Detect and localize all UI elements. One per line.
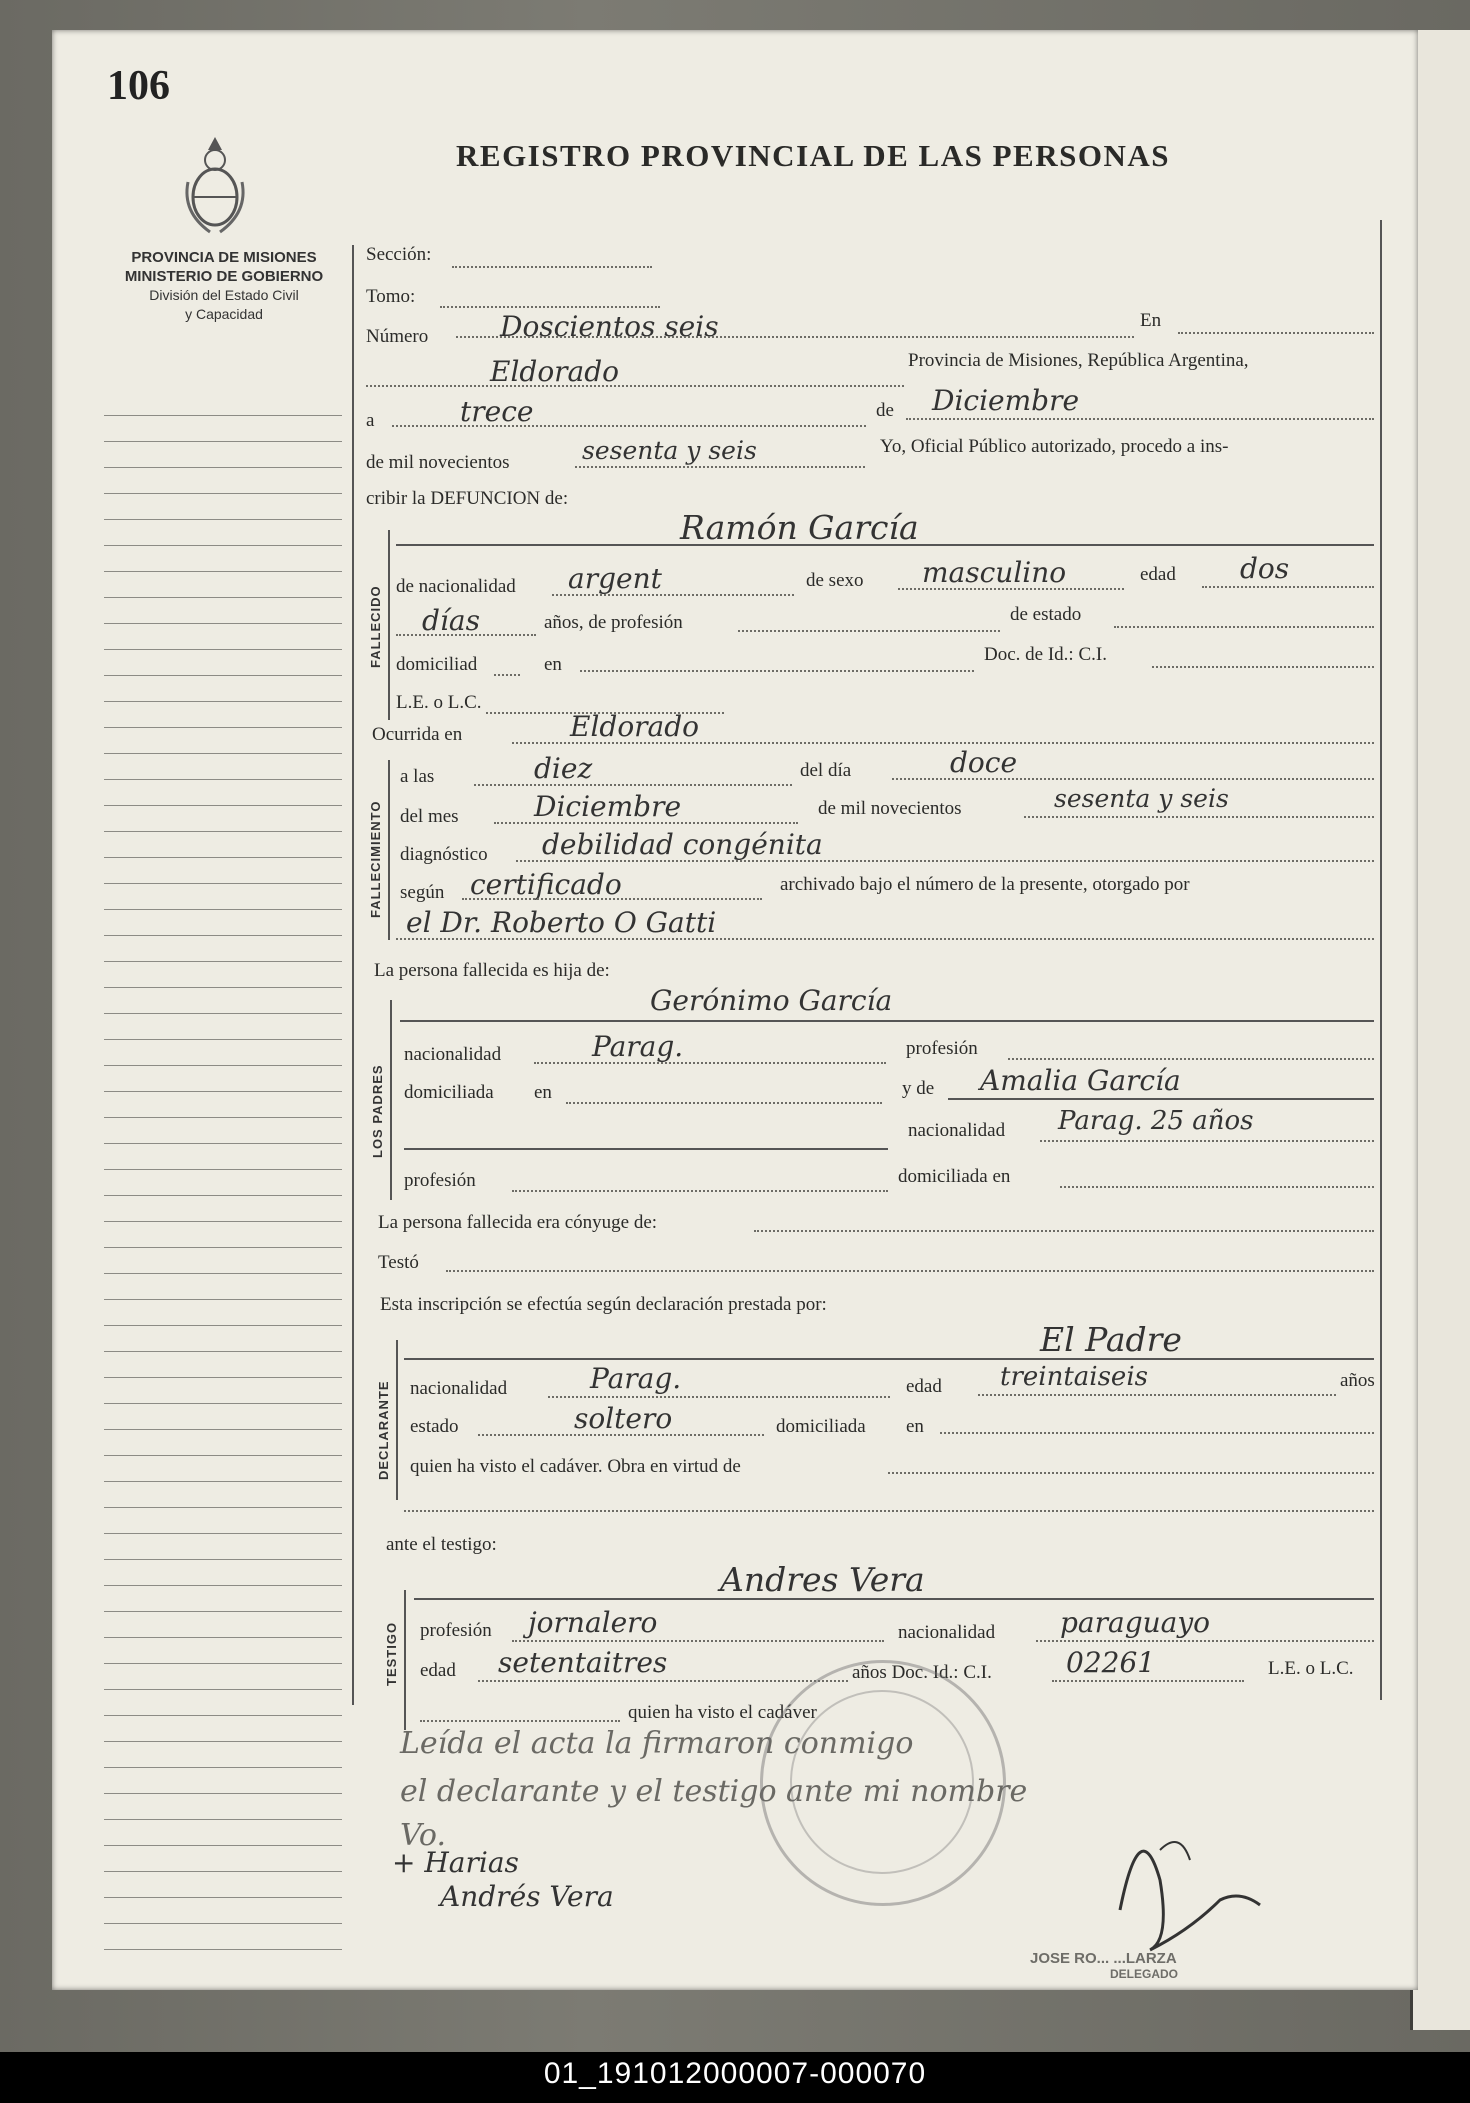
label-p-profesion2: profesión <box>404 1170 476 1191</box>
hw-madre: Amalia García <box>980 1064 1181 1097</box>
hw-d-estado: soltero <box>574 1402 673 1435</box>
hw-hora: diez <box>534 752 593 785</box>
edad-line <box>1202 586 1374 588</box>
main-left-border <box>352 245 354 1705</box>
doc-line <box>1152 666 1374 668</box>
hw-edad-unidad: días <box>422 604 480 637</box>
side-label-fallecido: FALLECIDO <box>368 585 383 668</box>
en-line <box>1178 332 1374 334</box>
label-archivado: archivado bajo el número de la presente, otorgado por <box>780 874 1190 895</box>
label-anos-profesion: años, de profesión <box>544 612 683 633</box>
hw-sexo: masculino <box>922 556 1067 589</box>
label-m-nacionalidad: nacionalidad <box>908 1120 1006 1141</box>
hw-segun: certificado <box>470 868 622 901</box>
madre-line <box>948 1098 1374 1100</box>
hw-t-profesion: jornalero <box>528 1606 658 1639</box>
label-ante: ante el testigo: <box>386 1534 497 1555</box>
d-dom-line <box>940 1432 1374 1434</box>
label-t-profesion: profesión <box>420 1620 492 1641</box>
next-page-edge <box>1410 30 1470 2030</box>
label-ocurrida: Ocurrida en <box>372 724 463 745</box>
label-a: a <box>366 410 375 431</box>
side-label-declarante: DECLARANTE <box>376 1380 391 1480</box>
ano-line <box>575 466 865 468</box>
hw-edad: dos <box>1240 552 1290 585</box>
ano-fall-line <box>1024 816 1374 818</box>
profesion-line <box>738 630 1000 632</box>
cadaver-line <box>888 1472 1374 1474</box>
main-right-border <box>1380 220 1382 1700</box>
label-de-mil: de mil novecientos <box>366 452 510 473</box>
hw-dia: trece <box>460 395 534 428</box>
official-stamp-text <box>1030 1950 1178 1981</box>
nacionalidad-line <box>552 594 794 596</box>
label-testo: Testó <box>378 1252 419 1273</box>
hw-numero: Doscientos seis <box>500 310 719 343</box>
label-conyuge: La persona fallecida era cónyuge de: <box>378 1212 658 1233</box>
testigo-bracket <box>404 1590 406 1730</box>
nombre-line <box>396 544 1374 546</box>
label-numero: Número <box>366 326 429 347</box>
mes-fall-line <box>494 822 798 824</box>
label-tomo: Tomo: <box>366 286 416 307</box>
padre-profesion-line-2 <box>512 1190 888 1192</box>
hw-firma-1: + Harias <box>392 1846 519 1879</box>
label-del-mes: del mes <box>400 806 459 827</box>
page-title: REGISTRO PROVINCIAL DE LAS PERSONAS <box>456 138 1170 173</box>
label-cadaver: quien ha visto el cadáver. Obra en virtud de <box>410 1456 741 1477</box>
hw-lugar: Eldorado <box>490 355 620 388</box>
page-number: 106 <box>107 63 170 109</box>
label-d-en: en <box>906 1416 924 1437</box>
label-inscripcion: Esta inscripción se efectúa según declaración prestada por: <box>380 1294 827 1315</box>
declarante-line <box>404 1358 1374 1360</box>
declarante-bracket <box>396 1340 398 1500</box>
tomo-line <box>440 306 660 308</box>
sexo-line <box>898 588 1124 590</box>
label-p-en: en <box>534 1082 552 1103</box>
hw-dia-fall: doce <box>950 746 1018 779</box>
padre-line <box>400 1020 1374 1022</box>
segun-line <box>462 898 762 900</box>
t-profesion-line <box>512 1640 884 1642</box>
hw-nacionalidad: argent <box>568 562 662 595</box>
province-block <box>98 248 350 324</box>
seccion-line <box>452 266 652 268</box>
label-provincia: Provincia de Misiones, República Argentina, <box>908 350 1249 371</box>
otorgado-line <box>396 938 1374 940</box>
hw-testigo: Andres Vera <box>720 1560 925 1599</box>
hw-nota-1: Leída el acta la firmaron conmigo <box>400 1726 914 1761</box>
hw-ano: sesenta y seis <box>582 436 757 465</box>
hw-mes: Diciembre <box>932 384 1080 417</box>
padre-nac-line <box>534 1062 886 1064</box>
label-m-domiciliada: domiciliada en <box>898 1166 1011 1187</box>
stamp-name: JOSE RO... ...LARZA <box>1030 1950 1177 1967</box>
padre-dom-line <box>566 1102 882 1104</box>
coat-of-arms-emblem <box>180 132 250 242</box>
dia-line <box>392 425 866 427</box>
province-name: PROVINCIA DE MISIONES <box>131 249 317 266</box>
d-edad-line <box>978 1394 1336 1396</box>
label-diagnostico: diagnóstico <box>400 844 488 865</box>
label-en-dom: en <box>544 654 562 675</box>
division-line-1: División del Estado Civil <box>149 287 299 303</box>
padre-profesion-line <box>1008 1058 1374 1060</box>
hw-t-nacionalidad: paraguayo <box>1060 1606 1211 1639</box>
label-sexo: de sexo <box>806 570 864 591</box>
hw-madre-nac: Parag. 25 años <box>1058 1106 1254 1136</box>
domicilio-line <box>580 670 974 672</box>
label-domiciliad: domiciliad <box>396 654 478 675</box>
label-p-nacionalidad: nacionalidad <box>404 1044 502 1065</box>
official-stamp-inner <box>790 1690 974 1874</box>
hw-t-edad: setentaitres <box>498 1646 668 1679</box>
label-cribir: cribir la DEFUNCION de: <box>366 488 569 509</box>
fallecimiento-bracket <box>388 760 390 940</box>
label-edad: edad <box>1140 564 1176 585</box>
diagnostico-line <box>516 860 1374 862</box>
ministry-name: MINISTERIO DE GOBIERNO <box>124 268 324 285</box>
hw-otorgado: el Dr. Roberto O Gatti <box>406 906 717 939</box>
label-en: En <box>1140 310 1162 331</box>
label-segun: según <box>400 882 445 903</box>
t-cadaver-line <box>420 1720 620 1722</box>
label-doc: Doc. de Id.: C.I. <box>984 644 1107 665</box>
label-t-le: L.E. o L.C. <box>1268 1658 1354 1679</box>
numero-line <box>456 336 1134 338</box>
hw-padre: Gerónimo García <box>650 984 893 1017</box>
hw-nombre: Ramón García <box>680 508 919 547</box>
label-a-las: a las <box>400 766 435 787</box>
label-t-nacionalidad: nacionalidad <box>898 1622 996 1643</box>
mes-line <box>906 418 1374 420</box>
label-t-cadaver: quien ha visto el cadáver <box>628 1702 817 1723</box>
label-d-anos: años <box>1340 1370 1375 1391</box>
label-d-nacionalidad: nacionalidad <box>410 1378 508 1399</box>
label-nacionalidad: de nacionalidad <box>396 576 516 597</box>
fallecido-bracket <box>388 530 390 720</box>
label-d-domiciliada: domiciliada <box>776 1416 866 1437</box>
t-ci-line <box>1052 1680 1244 1682</box>
label-t-edad: edad <box>420 1660 456 1681</box>
label-t-anos-doc: años Doc. Id.: C.I. <box>852 1662 992 1683</box>
lugar-line <box>366 385 904 387</box>
d-estado-line <box>478 1434 764 1436</box>
label-y-de: y de <box>902 1078 935 1099</box>
label-p-profesion: profesión <box>906 1038 978 1059</box>
label-del-dia: del día <box>800 760 852 781</box>
madre-dom-line <box>1060 1186 1374 1188</box>
label-de-estado: de estado <box>1010 604 1082 625</box>
side-label-testigo: TESTIGO <box>384 1621 399 1686</box>
madre-nac-line <box>1040 1140 1374 1142</box>
cadaver-line-2 <box>404 1510 1374 1512</box>
margin-ruled-lines <box>104 390 342 1950</box>
padre-dom-line-2 <box>404 1148 888 1150</box>
label-le: L.E. o L.C. <box>396 692 482 713</box>
edad-unidad-line <box>396 634 536 636</box>
footer-caption: 01_191012000007-000070 <box>543 2057 927 2090</box>
label-de-mil2: de mil novecientos <box>818 798 962 819</box>
label-seccion: Sección: <box>366 244 432 265</box>
hw-firma-2: Andrés Vera <box>440 1880 614 1913</box>
estado-line <box>1114 626 1374 628</box>
padres-bracket <box>390 1000 392 1200</box>
hw-ocurrida: Eldorado <box>570 710 700 743</box>
hw-declarante: El Padre <box>1040 1320 1182 1359</box>
label-yo: Yo, Oficial Público autorizado, procedo a ins- <box>880 436 1229 457</box>
dia-fall-line <box>892 778 1374 780</box>
d-nacionalidad-line <box>548 1396 890 1398</box>
side-label-fallecimiento: FALLECIMIENTO <box>368 800 383 918</box>
official-signature <box>1100 1790 1280 1960</box>
label-d-estado: estado <box>410 1416 459 1437</box>
division-line-2: y Capacidad <box>185 306 263 322</box>
hw-diagnostico: debilidad congénita <box>542 828 823 861</box>
hw-d-edad: treintaiseis <box>1000 1362 1148 1392</box>
testo-line <box>446 1270 1374 1272</box>
hw-nota-2: el declarante y el testigo ante mi nombre <box>400 1774 1028 1809</box>
t-nacionalidad-line <box>1036 1640 1374 1642</box>
hw-nota-3: Vo. <box>400 1818 446 1853</box>
stamp-role: DELEGADO <box>1110 1967 1179 1981</box>
hw-padre-nac: Parag. <box>592 1030 684 1063</box>
label-p-domiciliada: domiciliada <box>404 1082 494 1103</box>
ocurrida-line <box>512 742 1374 744</box>
hw-t-ci: 02261 <box>1066 1646 1156 1679</box>
testigo-line <box>414 1598 1374 1600</box>
side-label-padres: LOS PADRES <box>370 1064 385 1158</box>
label-de: de <box>876 400 894 421</box>
hw-ano-fall: sesenta y seis <box>1054 784 1229 813</box>
domiciliad-line <box>494 674 520 676</box>
hora-line <box>474 784 792 786</box>
hw-d-nacionalidad: Parag. <box>590 1362 682 1395</box>
label-hija: La persona fallecida es hija de: <box>374 960 610 981</box>
label-d-edad: edad <box>906 1376 942 1397</box>
conyuge-line <box>754 1230 1374 1232</box>
hw-mes-fall: Diciembre <box>534 790 682 823</box>
t-edad-line <box>478 1680 848 1682</box>
